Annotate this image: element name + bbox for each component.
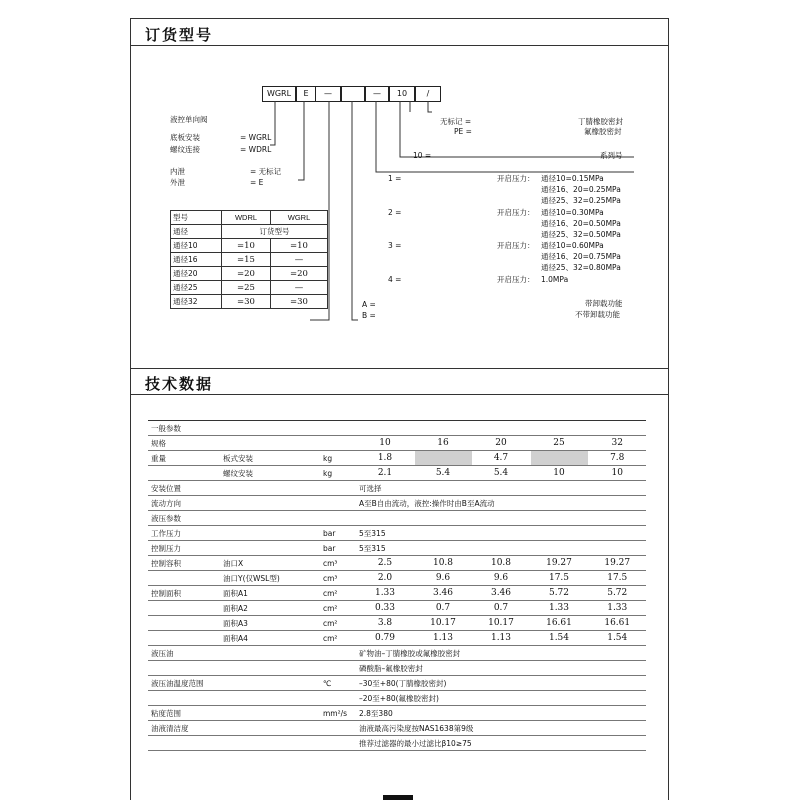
table-row [148, 421, 646, 436]
area-value: 16.61 [588, 616, 646, 631]
volume-unit: cm³ [320, 571, 356, 586]
control-pressure-label: 控制压力 [148, 541, 320, 556]
tech-title: 技术数据 [145, 375, 214, 393]
pressure-1-label: 开启压力： [497, 174, 535, 183]
table-row [148, 526, 646, 541]
size-value: 32 [588, 436, 646, 451]
port-x-value: 10.8 [472, 556, 530, 571]
seal-pe-code: PE = [454, 127, 472, 136]
code-box-series: 10 [389, 86, 415, 102]
pressure-4-code: 4 = [388, 275, 402, 284]
area-label: 面积A1 [220, 586, 320, 601]
control-pressure-value: 5至315 [356, 541, 646, 556]
volume-unit: cm³ [320, 556, 356, 571]
code-box-pressure: — [365, 86, 389, 102]
pressure-3-code: 3 = [388, 241, 402, 250]
table-row [148, 691, 646, 706]
otab-cell-wdrl: =20 [222, 267, 271, 281]
pressure-2-line-3: 通径25、32=0.50MPa [541, 230, 621, 239]
seal-pe-label: 氟橡胶密封 [584, 127, 622, 136]
otab-cell-wdrl: =10 [222, 239, 271, 253]
area-value: 3.46 [414, 586, 472, 601]
size-value: 10 [356, 436, 414, 451]
otab-h-size: 通径 [171, 225, 222, 239]
port-x-value: 2.5 [356, 556, 414, 571]
table-row [171, 281, 328, 295]
clean-label: 油液清洁度 [148, 721, 356, 736]
otab-row-label: 通径10 [171, 239, 222, 253]
pressure-3-line-3: 通径25、32=0.80MPa [541, 263, 621, 272]
otab-row-label: 通径32 [171, 295, 222, 309]
area-value: 5.72 [588, 586, 646, 601]
otab-h-wgrl: WGRL [271, 211, 328, 225]
mount-thread-label: 螺纹连接 [170, 145, 200, 154]
temp-unit: ℃ [320, 676, 356, 691]
area-value: 5.72 [530, 586, 588, 601]
weight-thread-value: 5.4 [472, 466, 530, 481]
drain-internal-code: = 无标记 [250, 167, 282, 176]
area-value: 0.79 [356, 631, 414, 646]
clean-value-2: 推荐过滤器的最小过滤比β10≥75 [356, 736, 646, 751]
table-row [148, 571, 646, 586]
weight-thread-value: 10 [530, 466, 588, 481]
unload-b-label: 不带卸载功能 [575, 310, 620, 319]
area-value: 10.17 [472, 616, 530, 631]
weight-plate-value: 1.8 [356, 451, 414, 466]
otab-row-label: 通径20 [171, 267, 222, 281]
otab-cell-wgrl: — [271, 281, 328, 295]
unload-b-code: B = [362, 311, 376, 320]
pressure-2-label: 开启压力： [497, 208, 535, 217]
area-value: 3.8 [356, 616, 414, 631]
otab-h-model: 型号 [171, 211, 222, 225]
area-value: 1.13 [472, 631, 530, 646]
table-row [171, 267, 328, 281]
area-value: 0.33 [356, 601, 414, 616]
control-pressure-unit: bar [320, 541, 356, 556]
area-value: 1.33 [588, 601, 646, 616]
otab-cell-wgrl: — [271, 253, 328, 267]
size-value: 16 [414, 436, 472, 451]
fluid-value-1: 矿物油–丁腈橡胶或氟橡胶密封 [356, 646, 646, 661]
temp-value-1: –30至+80(丁腈橡胶密封) [356, 676, 646, 691]
area-value: 10.17 [414, 616, 472, 631]
work-pressure-unit: bar [320, 526, 356, 541]
pressure-2-line-2: 通径16、20=0.50MPa [541, 219, 621, 228]
flow-value: A至B自由流动，液控:操作时由B至A流动 [356, 496, 646, 511]
table-row [148, 466, 646, 481]
port-y-value: 17.5 [530, 571, 588, 586]
pressure-3-label: 开启压力： [497, 241, 535, 250]
area-value: 3.46 [472, 586, 530, 601]
weight-plate-label: 板式安装 [220, 451, 320, 466]
pressure-2-line-1: 通径10=0.30MPa [541, 208, 604, 217]
port-x-value: 19.27 [588, 556, 646, 571]
pressure-4-line-1: 1.0MPa [541, 275, 569, 284]
series-code: 10 = [413, 151, 432, 160]
weight-label: 重量 [148, 451, 220, 466]
otab-h-order: 订货型号 [222, 225, 328, 239]
work-pressure-value: 5至315 [356, 526, 646, 541]
table-row [171, 253, 328, 267]
area-value: 1.13 [414, 631, 472, 646]
weight-unit: kg [320, 466, 356, 481]
size-value: 25 [530, 436, 588, 451]
weight-unit: kg [320, 451, 356, 466]
order-code-table [170, 210, 328, 309]
weight-plate-value: 7.8 [588, 451, 646, 466]
control-area-label: 控制面积 [148, 586, 220, 601]
pressure-2-code: 2 = [388, 208, 402, 217]
table-row [148, 511, 646, 526]
otab-cell-wgrl: =20 [271, 267, 328, 281]
otab-cell-wgrl: =10 [271, 239, 328, 253]
size-label: 规格 [148, 436, 356, 451]
pressure-4-label: 开启压力： [497, 275, 535, 284]
work-pressure-label: 工作压力 [148, 526, 320, 541]
table-row [148, 631, 646, 646]
code-box-seal: / [415, 86, 441, 102]
seal-none-code: 无标记 = [440, 117, 472, 126]
unload-a-label: 带卸载功能 [585, 299, 623, 308]
weight-plate-value [414, 451, 472, 466]
table-row [171, 295, 328, 309]
table-row [148, 646, 646, 661]
otab-cell-wgrl: =30 [271, 295, 328, 309]
weight-thread-value: 10 [588, 466, 646, 481]
visc-value: 2.8至380 [356, 706, 646, 721]
weight-thread-label: 螺纹安装 [220, 466, 320, 481]
hydraulic-label: 液压参数 [148, 511, 646, 526]
area-value: 0.7 [414, 601, 472, 616]
port-y-value: 2.0 [356, 571, 414, 586]
temp-value-2: –20至+80(氟橡胶密封) [356, 691, 646, 706]
area-unit: cm² [320, 601, 356, 616]
area-value: 1.54 [588, 631, 646, 646]
visc-label: 粘度范围 [148, 706, 320, 721]
pressure-1-line-2: 通径16、20=0.25MPa [541, 185, 621, 194]
table-row [148, 721, 646, 736]
area-label: 面积A3 [220, 616, 320, 631]
otab-cell-wdrl: =25 [222, 281, 271, 295]
install-label: 安装位置 [148, 481, 356, 496]
port-y-value: 9.6 [472, 571, 530, 586]
drain-external-code: = E [250, 178, 264, 187]
weight-thread-value: 5.4 [414, 466, 472, 481]
code-box-dash-1: — [315, 86, 341, 102]
visc-unit: mm²/s [320, 706, 356, 721]
table-row [148, 601, 646, 616]
otab-row-label: 通径25 [171, 281, 222, 295]
table-row [148, 481, 646, 496]
port-x-value: 19.27 [530, 556, 588, 571]
area-value: 1.54 [530, 631, 588, 646]
otab-h-wdrl: WDRL [222, 211, 271, 225]
pressure-1-line-1: 通径10=0.15MPa [541, 174, 604, 183]
flow-label: 流动方向 [148, 496, 356, 511]
mount-thread-code: = WDRL [240, 145, 272, 154]
pressure-1-line-3: 通径25、32=0.25MPa [541, 196, 621, 205]
port-y-label: 油口Y(仅WSL型) [220, 571, 320, 586]
table-row [148, 736, 646, 751]
code-box-model: WGRL [262, 86, 296, 102]
fluid-value-2: 磷酸脂–氟橡胶密封 [356, 661, 646, 676]
table-row [148, 436, 646, 451]
area-label: 面积A2 [220, 601, 320, 616]
area-unit: cm² [320, 631, 356, 646]
series-label: 系列号 [600, 151, 623, 160]
table-row [148, 676, 646, 691]
otab-cell-wdrl: =15 [222, 253, 271, 267]
weight-plate-value: 4.7 [472, 451, 530, 466]
drain-internal-label: 内泄 [170, 167, 185, 176]
otab-cell-wdrl: =30 [222, 295, 271, 309]
pressure-1-code: 1 = [388, 174, 402, 183]
valve-type-label: 液控单向阀 [170, 115, 208, 124]
general-label: 一般参数 [148, 421, 646, 436]
table-row [148, 556, 646, 571]
area-unit: cm² [320, 586, 356, 601]
seal-none-label: 丁腈橡胶密封 [578, 117, 623, 126]
unload-a-code: A = [362, 300, 376, 309]
port-y-value: 9.6 [414, 571, 472, 586]
mount-plate-label: 底板安装 [170, 133, 200, 142]
table-row [148, 451, 646, 466]
table-row [148, 706, 646, 721]
port-x-value: 10.8 [414, 556, 472, 571]
otab-row-label: 通径16 [171, 253, 222, 267]
weight-thread-value: 2.1 [356, 466, 414, 481]
area-label: 面积A4 [220, 631, 320, 646]
temp-label: 液压油温度范围 [148, 676, 320, 691]
mount-plate-code: = WGRL [240, 133, 272, 142]
size-value: 20 [472, 436, 530, 451]
control-volume-label: 控制容积 [148, 556, 220, 571]
table-row [148, 496, 646, 511]
port-x-label: 油口X [220, 556, 320, 571]
weight-plate-value [530, 451, 588, 466]
table-row [171, 239, 328, 253]
pressure-3-line-2: 通径16、20=0.75MPa [541, 252, 621, 261]
table-row [148, 586, 646, 601]
pressure-3-line-1: 通径10=0.60MPa [541, 241, 604, 250]
ordering-title: 订货型号 [145, 26, 214, 44]
area-unit: cm² [320, 616, 356, 631]
area-value: 0.7 [472, 601, 530, 616]
area-value: 16.61 [530, 616, 588, 631]
area-value: 1.33 [530, 601, 588, 616]
port-y-value: 17.5 [588, 571, 646, 586]
drain-external-label: 外泄 [170, 178, 185, 187]
table-row [148, 616, 646, 631]
clean-value-1: 油液最高污染度按NAS1638第9级 [356, 721, 646, 736]
install-value: 可选择 [356, 481, 646, 496]
fluid-label: 液压油 [148, 646, 356, 661]
area-value: 1.33 [356, 586, 414, 601]
table-row [148, 541, 646, 556]
code-box-drain: E [296, 86, 316, 102]
tech-data-table [148, 421, 646, 751]
table-row [148, 661, 646, 676]
